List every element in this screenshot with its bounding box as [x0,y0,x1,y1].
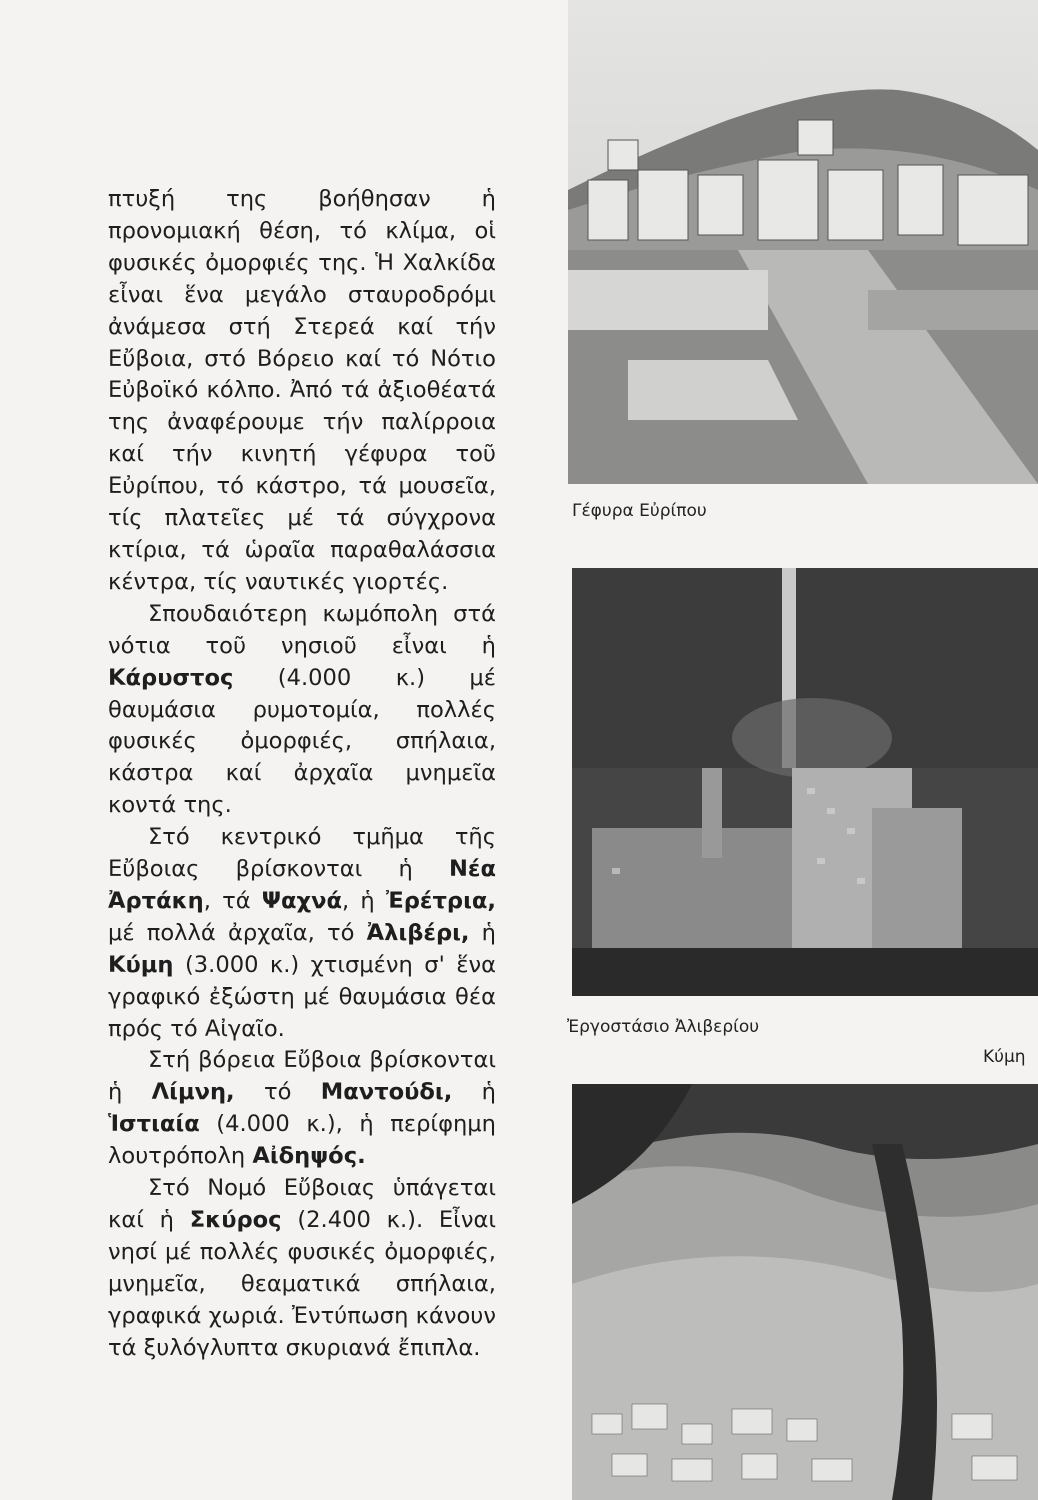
bold-place-name: Μαντούδι, [320,1079,453,1106]
bold-place-name: Ἀλιβέρι, [366,919,470,946]
bold-place-name: Λίμνη, [151,1079,235,1106]
text-run: (4.000 κ.), ἡ περίφημη λουτρόπολη [108,1111,496,1170]
bold-place-name: Ἱστιαία [108,1111,200,1138]
text-run: Στή βόρεια Εὔβοια βρίσκονται ἡ [108,1047,496,1106]
text-run: Στό κεντρικό τμῆμα τῆς Εὔβοιας βρίσκονται ἡ [108,824,496,883]
paragraph-chalkida [108,184,496,599]
text-run: (3.000 κ.) χτισμένη σ' ἕνα γραφικό ἐξώστη μέ θαυμάσια θέα πρός τό Αἰγαῖο. [108,951,496,1042]
kymi-photo [572,1084,1038,1500]
text-run: (2.400 κ.). Εἶναι νησί μέ πολλές φυσικές ὀμορφιές, μνημεῖα, θεαματικά σπήλαια, γραφικά χωριά. Ἐντύπωση κάνουν τά ξυλόγλυπτα σκυριανά ἔπιπλα. [108,1207,496,1361]
text-run: μέ πολλά ἀρχαῖα, τό [108,919,367,946]
bold-place-name: Ψαχνά [261,887,342,914]
body-text-column [108,184,496,1365]
caption-bridge: Γέφυρα Εὐρίπου [572,501,707,521]
text-run: ἡ [452,1079,496,1106]
bold-place-name: Αἰδηψός. [252,1143,366,1170]
text-run: Σπουδαιότερη κωμόπολη στά νότια τοῦ νησιοῦ εἶναι ἡ [108,600,496,659]
text-run: πτυξή της βοήθησαν ἡ προνομιακή θέση, τό κλίμα, οἱ φυσικές ὀμορφιές της. Ἡ Χαλκίδα εἶναι ἕνα μεγάλο σταυροδρόμι ἀνάμεσα στή Στερεά καί τήν Εὔβοια, στό Βόρειο καί τό Νότιο Εὐβοϊκό κόλπο. Ἀπό τά ἀξιοθέατά της ἀναφέρουμε τήν παλίρροια καί τήν κινητή γέφυρα τοῦ Εὐρίπου, τό κάστρο, τά μουσεῖα, τίς πλατεῖες μέ τά σύγχρονα κτίρια, τά ὡραῖα παραθαλάσσια κέντρα, τίς ναυτικές γιορτές. [108,186,496,595]
bold-place-name: Σκύρος [189,1207,282,1233]
text-run: , ἡ [342,887,386,914]
paragraph-north-euboea [108,1045,496,1173]
paragraph-karystos [108,599,496,822]
paragraph-central-euboea [108,822,496,1045]
text-run: ἡ [469,919,496,946]
bold-place-name: Κάρυστος [108,664,234,691]
bold-place-name: Ἐρέτρια, [385,887,496,914]
text-run: Στό Νομό Εὔβοιας ὑπάγεται καί ἡ [108,1175,496,1233]
bold-place-name: Κύμη [108,951,174,978]
bold-place-name: Νέα Ἀρτάκη [108,856,496,914]
factory-photo [572,568,1038,996]
caption-kymi: Κύμη [983,1047,1026,1067]
text-run: τό [234,1079,321,1106]
paragraph-skyros [108,1173,496,1364]
text-run: (4.000 κ.) μέ θαυμάσια ρυμοτομία, πολλές φυσικές ὀμορφιές, σπήλαια, κάστρα καί ἀρχαῖα μνημεῖα κοντά της. [108,664,496,819]
bridge-photo [568,0,1038,484]
caption-factory: Ἐργοστάσιο Ἀλιβερίου [567,1017,760,1037]
text-run: , τά [203,887,262,914]
